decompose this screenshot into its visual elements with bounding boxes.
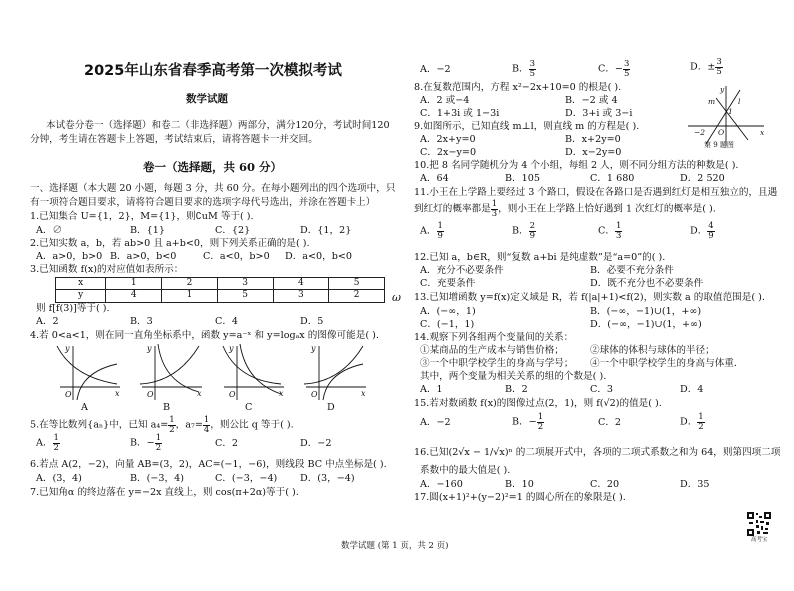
q3-option-d: D．5: [300, 316, 324, 327]
q14-option-d: D．4: [680, 384, 704, 395]
q7-option-d: [690, 58, 723, 76]
q14-option-b: B．2: [505, 384, 528, 395]
q14-statement-3: ③一个中职学校学生的身高与学号；: [420, 358, 574, 369]
q4-label-a: A: [81, 402, 88, 413]
q8-option-a: A．2 或−4: [420, 95, 470, 106]
q5-a4-fraction: [168, 416, 175, 434]
numerator: 1: [698, 412, 704, 422]
q2-option-b: B．a>0，b<0: [110, 251, 177, 262]
line-l-label: l: [738, 97, 741, 106]
option-letter: A．: [420, 225, 437, 237]
origin-label: O: [718, 128, 725, 137]
exam-title: 2025年山东省春季高考第一次模拟考试: [84, 63, 342, 79]
denominator: 2: [537, 421, 544, 432]
q8-stem: 8.在复数范围内，方程 x²−2x+10=0 的根是( ).: [414, 82, 622, 93]
denominator: 9: [529, 230, 536, 241]
table-cell: x: [56, 278, 106, 290]
q8-option-d: D．3+i 或 3−i: [565, 108, 633, 119]
q17-stem: 17.圆(x+1)²+(y−2)²=1 的圆心所在的象限是( ).: [414, 492, 626, 503]
q5-option-c: C．2: [215, 438, 239, 449]
q5-stem-part2: ，a₇=: [175, 419, 203, 431]
part-instruction-2: 有一项符合题目要求，请将符合题目要求的选项字母代号选出，并涂在答题卡上）: [30, 197, 376, 208]
line-m-label: m: [708, 97, 716, 106]
q10-option-b: B．105: [505, 173, 540, 184]
fraction: [155, 434, 162, 452]
q9-figure-caption: 第 9 题图: [704, 141, 734, 149]
numerator: 1: [491, 199, 498, 209]
table-row: [56, 278, 385, 290]
q2-option-c: C．a<0，b>0: [203, 251, 270, 262]
axis-label-x: x: [197, 389, 202, 398]
q14-stem: 14.观察下列各组两个变量间的关系：: [414, 332, 574, 343]
table-cell: 4: [106, 290, 162, 302]
q2-option-d: D．a<0，b<0: [285, 251, 353, 262]
fraction: [697, 413, 704, 431]
q3-value-table: [55, 277, 385, 303]
option-letter: C．: [598, 225, 615, 237]
origin-label: O: [229, 390, 236, 399]
q8-option-c: C．1+3i 或 1−3i: [420, 108, 500, 119]
numerator: 2: [529, 221, 536, 231]
q9-option-c: C．2x−y=0: [420, 147, 477, 158]
q5-option-a: [36, 434, 60, 452]
qr-code-icon: [747, 512, 771, 536]
q13-option-d: D．(−∞，−1)∪(1，+∞): [590, 319, 702, 330]
numerator: 1: [437, 221, 443, 231]
q9-option-a: A．2x+y=0: [420, 134, 476, 145]
q5-option-b: [130, 434, 162, 452]
origin-label: O: [65, 390, 72, 399]
fraction: [615, 222, 622, 240]
q10-option-c: C．1 680: [590, 173, 635, 184]
q9-figure: [686, 84, 768, 150]
fraction: [715, 58, 722, 76]
q6-stem: 6.若点 A(2，−2)，向量 AB=(3，2)，AC=(−1，−6)，则线段 BC 中点坐标是( ).: [30, 459, 387, 470]
exam-subtitle: 数学试题: [186, 93, 228, 105]
denominator: 9: [437, 230, 443, 241]
q6-option-d: D．(3，−4): [300, 473, 355, 484]
q13-option-b: B．(−∞，−1)∪(1，+∞): [590, 306, 702, 317]
denominator: 2: [155, 442, 162, 453]
table-row: [56, 290, 385, 302]
q3-option-b: B．3: [130, 316, 153, 327]
option-letter: B．: [512, 225, 529, 237]
numerator: 3: [716, 57, 722, 67]
q10-option-d: D．2 520: [680, 173, 725, 184]
q1-stem: 1.已知集合 U={1，2}，M={1}，则∁uM 等于( ).: [30, 211, 254, 222]
q14-option-a: A．1: [420, 384, 443, 395]
table-cell: 3: [217, 278, 273, 290]
q12-option-d: D．既不充分也不必要条件: [590, 278, 704, 289]
table-cell: 2: [329, 290, 385, 302]
q5-stem-part3: ，则公比 q 等于( ).: [210, 419, 294, 431]
table-cell: 5: [329, 278, 385, 290]
q1-option-a: A．∅: [36, 225, 63, 236]
axis-label-y: y: [147, 344, 152, 353]
q11-line-1: 11.小王在上学路上要经过 3 个路口，假设在各路口是否遇到红灯是相互独立的，且遇: [414, 187, 778, 198]
numerator: 3: [623, 59, 630, 69]
option-letter: B．−: [130, 437, 155, 449]
axis-label-x: x: [279, 389, 284, 398]
option-letter: B．: [512, 63, 529, 75]
q16-line-2: 系数中的最大值是( ).: [420, 465, 511, 476]
q12-option-a: A．充分不必要条件: [420, 265, 504, 276]
q8-option-b: B．−2 或 4: [565, 95, 618, 106]
fraction: [537, 413, 544, 431]
q11-option-b: [512, 222, 536, 240]
denominator: 3: [615, 230, 622, 241]
q7-option-a: A．−2: [420, 64, 451, 75]
numerator: 1: [537, 412, 544, 422]
q4-label-b: B: [163, 402, 171, 413]
axis-label-x: x: [361, 389, 366, 398]
axis-label-y: y: [229, 344, 234, 353]
q16-option-c: C．20: [590, 479, 620, 490]
q1-option-d: D．{1，2}: [300, 225, 352, 236]
q15-option-c: C．2: [598, 417, 622, 428]
q12-option-b: B．必要不充分条件: [590, 265, 674, 276]
table-cell: 4: [273, 278, 329, 290]
fraction: [53, 434, 60, 452]
q10-option-a: A．64: [420, 173, 449, 184]
q11-option-a: [420, 222, 444, 240]
tick-1: 1: [728, 107, 733, 116]
numerator: 1: [169, 415, 175, 425]
denominator: 5: [529, 68, 536, 79]
q4-label-c: C: [245, 402, 253, 413]
q11-option-c: [598, 222, 622, 240]
denominator: 3: [491, 208, 498, 219]
origin-label: O: [147, 390, 154, 399]
q11-option-d: [690, 222, 715, 240]
q6-option-a: A．(3，4): [36, 473, 82, 484]
q14-statement-4: ④一个中职学校学生的身高与体重．: [590, 358, 744, 369]
fraction: [529, 222, 536, 240]
q15-option-a: A．−2: [420, 417, 451, 428]
origin-label: O: [311, 390, 318, 399]
q16-option-a: A．−160: [420, 479, 463, 490]
table-cell: 3: [273, 290, 329, 302]
q1-option-c: C．{2}: [215, 225, 251, 236]
q3-option-c: C．4: [215, 316, 239, 327]
denominator: 2: [169, 424, 175, 435]
tick-neg2: −2: [694, 128, 706, 137]
q4-graph-options: [55, 342, 385, 402]
table-cell: 1: [162, 290, 218, 302]
q3-ask: 则 f[f(3)]等于( ).: [36, 303, 110, 314]
table-cell: y: [56, 290, 106, 302]
q4-stem: 4.若 0<a<1，则在同一直角坐标系中，函数 y=a⁻ˣ 和 y=logₐx 的图像可能是( ).: [30, 330, 379, 341]
axis-label-x: x: [760, 128, 765, 137]
q5-stem: [30, 416, 294, 434]
q6-option-c: C．(−3，−4): [215, 473, 278, 484]
denominator: 9: [708, 230, 714, 241]
intro-line-1: 本试卷分卷一（选择题）和卷二（非选择题）两部分，满分120分，考试时间120: [46, 120, 390, 131]
option-letter: D．: [690, 225, 708, 237]
q1-option-b: B．{1}: [130, 225, 165, 236]
axis-label-x: x: [115, 389, 120, 398]
option-letter: D．: [680, 416, 698, 428]
q5-option-d: D．−2: [300, 438, 332, 449]
option-letter: D．±: [690, 61, 716, 73]
option-letter: A．: [36, 437, 53, 449]
q12-stem: 12.已知 a，b∈R，则“复数 a+bi 是纯虚数”是“a=0”的( ).: [414, 252, 666, 263]
page-footer: 数学试题 (第 1 页，共 2 页): [341, 541, 449, 551]
q5-stem-part1: 5.在等比数列{aₙ}中，已知 a₄=: [30, 419, 169, 431]
q13-option-c: C．(−1，1): [420, 319, 475, 330]
fraction: [623, 60, 630, 78]
q3-stem: 3.已知函数 f(x)的对应值如表所示：: [30, 264, 184, 275]
numerator: 1: [155, 433, 162, 443]
q14-ask: 其中，两个变量为相关关系的组的个数是( ).: [420, 371, 607, 382]
q9-option-b: B．x+2y=0: [565, 134, 621, 145]
q6-option-b: B．(−3，4): [130, 473, 184, 484]
q4-label-d: D: [327, 402, 335, 413]
text: ，则小王在上学路上恰好遇到 1 次红灯的概率是( ).: [498, 203, 716, 215]
q2-option-a: A．a>0，b>0: [36, 251, 103, 262]
axis-label-y: y: [65, 344, 70, 353]
denominator: 5: [716, 66, 722, 77]
option-letter: C．−: [598, 63, 623, 75]
table-cell: 5: [217, 290, 273, 302]
q14-statement-2: ②球体的体积与球体的半径；: [590, 345, 715, 356]
axis-label-y: y: [720, 85, 725, 94]
qr-label: 高考宝: [751, 537, 768, 543]
option-letter: B．−: [512, 416, 537, 428]
intro-line-2: 分钟，考生请在答题卡上答题，考试结束后，请将答题卡一并交回。: [30, 134, 318, 145]
table-cell: 2: [162, 278, 218, 290]
denominator: 2: [53, 442, 59, 453]
part-instruction-1: 一、选择题（本大题 20 小题，每题 3 分，共 60 分。在每小题列出的四个选项中，只: [30, 183, 396, 194]
q11-line-2: [414, 200, 716, 218]
fraction: [707, 222, 714, 240]
q14-option-c: C．3: [590, 384, 614, 395]
q15-stem: 15.若对数函数 f(x)的图像过点(2，1)，则 f(√2)的值是( ).: [414, 398, 662, 409]
fraction: [437, 222, 444, 240]
denominator: 2: [698, 421, 704, 432]
denominator: 4: [203, 424, 210, 435]
numerator: 4: [708, 221, 714, 231]
numerator: 3: [529, 59, 536, 69]
denominator: 5: [623, 68, 630, 79]
margin-mark: ω: [392, 291, 401, 304]
table-cell: 1: [106, 278, 162, 290]
q13-option-a: A．(−∞，1): [420, 306, 476, 317]
q7-option-b: [512, 60, 536, 78]
q16-option-b: B．10: [505, 479, 534, 490]
q16-option-d: D．35: [680, 479, 710, 490]
q9-stem: 9.如图所示，已知直线 m⊥l，则直线 m 的方程是( ).: [414, 121, 640, 132]
numerator: 1: [615, 221, 622, 231]
numerator: 1: [203, 415, 210, 425]
fraction: [529, 60, 536, 78]
q15-option-d: [680, 413, 705, 431]
axis-label-y: y: [311, 344, 316, 353]
q12-option-c: C．充要条件: [420, 278, 476, 289]
q10-stem: 10.把 8 名同学随机分为 4 个小组，每组 2 人，则不同分组方法的种数是( ).: [414, 160, 739, 171]
q2-stem: 2.已知实数 a，b，若 ab>0 且 a+b<0，则下列关系正确的是( ).: [30, 238, 310, 249]
q16-line-1: 16.已知(2√x − 1/√x)ⁿ 的二项展开式中，各项的二项式系数之和为 64，则第四项二项: [414, 447, 781, 458]
section-title: 卷一（选择题，共 60 分）: [143, 160, 283, 174]
q14-statement-1: ①某商品的生产成本与销售价格；: [420, 345, 564, 356]
q15-option-b: [512, 413, 544, 431]
q7-option-c: [598, 60, 630, 78]
numerator: 1: [53, 433, 59, 443]
q13-stem: 13.已知增函数 y=f(x)定义域是 R，若 f(|a|+1)<f(2)，则实数 a 的取值范围是( ).: [414, 292, 765, 303]
q9-option-d: D．x−2y=0: [565, 147, 622, 158]
q3-option-a: A．2: [36, 316, 59, 327]
text: 到红灯的概率都是: [414, 203, 491, 215]
q7-stem: 7.已知角α 的终边落在 y=−2x 直线上，则 cos(π+2α)等于( ).: [30, 487, 299, 498]
